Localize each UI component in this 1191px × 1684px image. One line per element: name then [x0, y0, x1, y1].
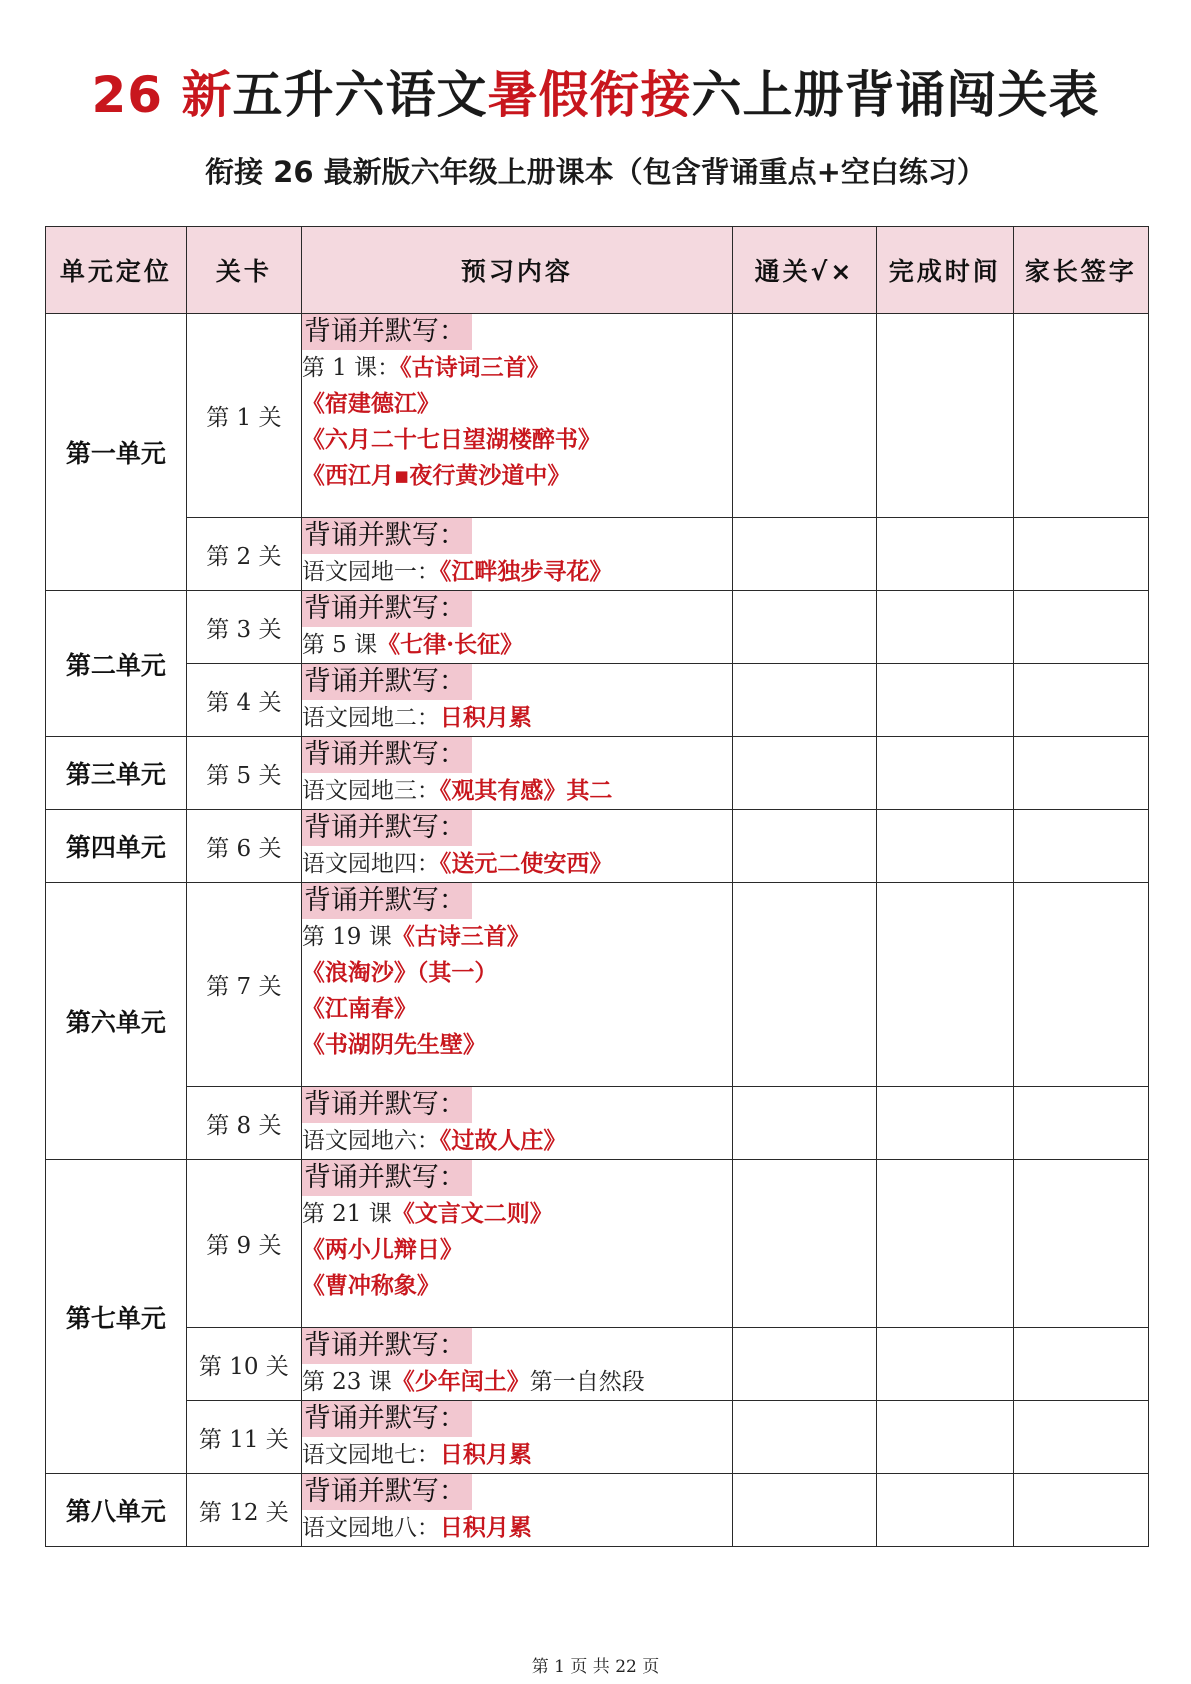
sign-cell[interactable] [1013, 1328, 1149, 1401]
table-row [46, 1160, 1149, 1328]
sign-cell[interactable] [1013, 883, 1149, 1087]
header-time: 完成时间 [876, 227, 1013, 314]
text-title: 《古诗词三首》 [400, 354, 550, 381]
table-row [46, 664, 1149, 737]
level-cell: 第 2 关 [186, 518, 301, 591]
content-cell [301, 810, 732, 883]
pass-cell[interactable] [732, 314, 876, 518]
table-row [46, 1328, 1149, 1401]
time-cell[interactable] [876, 1087, 1013, 1160]
table-row [46, 518, 1149, 591]
sign-cell[interactable] [1013, 1160, 1149, 1328]
content-line [302, 991, 732, 1027]
content-cell [301, 1474, 732, 1547]
content-line [302, 554, 732, 590]
recite-instruction: 背诵并默写： [302, 1328, 472, 1364]
recite-instruction: 背诵并默写： [302, 314, 472, 350]
content-cell [301, 314, 732, 518]
content-cell [301, 1087, 732, 1160]
title-part-year: 26 新 [91, 66, 233, 124]
content-line [302, 1232, 732, 1268]
text-title: 日积月累 [439, 704, 532, 731]
lesson-ref: 第 5 课 [301, 632, 378, 658]
pass-cell[interactable] [732, 1160, 876, 1328]
text-title: 《过故人庄》 [439, 1127, 567, 1154]
sign-cell[interactable] [1013, 737, 1149, 810]
pass-cell[interactable] [732, 1328, 876, 1401]
level-cell: 第 12 关 [186, 1474, 301, 1547]
title-part-table: 六上册背诵闯关表 [691, 66, 1100, 124]
lesson-ref: 语文园地七： [301, 1442, 440, 1468]
content-line [302, 1123, 732, 1159]
unit-cell: 第六单元 [46, 883, 187, 1160]
header-unit: 单元定位 [46, 227, 187, 314]
recite-instruction: 背诵并默写： [302, 883, 472, 919]
recite-instruction: 背诵并默写： [302, 810, 472, 846]
time-cell[interactable] [876, 737, 1013, 810]
title-part-summer: 暑假衔接 [487, 66, 692, 124]
content-line [302, 1437, 732, 1473]
content-cell [301, 1160, 732, 1328]
time-cell[interactable] [876, 883, 1013, 1087]
unit-cell: 第一单元 [46, 314, 187, 591]
table-row [46, 883, 1149, 1087]
lesson-ref: 第 21 课 [301, 1201, 392, 1227]
content-line [302, 1027, 732, 1063]
pass-cell[interactable] [732, 591, 876, 664]
content-cell [301, 1328, 732, 1401]
text-title: 《文言文二则》 [391, 1200, 553, 1227]
time-cell[interactable] [876, 1160, 1013, 1328]
recite-instruction: 背诵并默写： [302, 591, 472, 627]
text-title: 日积月累 [439, 1514, 532, 1541]
content-line [302, 458, 732, 494]
text-title: 《西江月▪夜行黄沙道中》 [301, 462, 571, 489]
page-footer: 第 1 页 共 22 页 [531, 1657, 660, 1677]
table-row [46, 591, 1149, 664]
content-cell [301, 1401, 732, 1474]
recite-instruction: 背诵并默写： [302, 518, 472, 554]
time-cell[interactable] [876, 518, 1013, 591]
table-body [46, 314, 1149, 1547]
sign-cell[interactable] [1013, 664, 1149, 737]
pass-cell[interactable] [732, 664, 876, 737]
content-line [302, 1268, 732, 1304]
sign-cell[interactable] [1013, 1401, 1149, 1474]
pass-cell[interactable] [732, 518, 876, 591]
lesson-ref: 第 1 课： [301, 355, 401, 381]
level-cell: 第 10 关 [186, 1328, 301, 1401]
lesson-ref: 语文园地四： [301, 851, 440, 877]
sign-cell[interactable] [1013, 1474, 1149, 1547]
sign-cell[interactable] [1013, 1087, 1149, 1160]
recite-instruction: 背诵并默写： [302, 664, 472, 700]
text-title: 《两小儿辩日》 [301, 1236, 463, 1263]
content-line [302, 1196, 732, 1232]
level-cell: 第 5 关 [186, 737, 301, 810]
header-pass: 通关√× [732, 227, 876, 314]
recite-instruction: 背诵并默写： [302, 1401, 472, 1437]
sign-cell[interactable] [1013, 810, 1149, 883]
table-row [46, 810, 1149, 883]
content-cell [301, 518, 732, 591]
table-row [46, 1087, 1149, 1160]
recitation-table [45, 226, 1149, 1547]
time-cell[interactable] [876, 810, 1013, 883]
unit-cell: 第七单元 [46, 1160, 187, 1474]
content-line [302, 773, 732, 809]
lesson-ref: 语文园地二： [301, 705, 440, 731]
level-cell: 第 3 关 [186, 591, 301, 664]
level-cell: 第 9 关 [186, 1160, 301, 1328]
lesson-ref: 第 23 课 [301, 1369, 392, 1395]
content-line [302, 919, 732, 955]
pass-cell[interactable] [732, 1401, 876, 1474]
lesson-ref: 语文园地六： [301, 1128, 440, 1154]
unit-cell: 第三单元 [46, 737, 187, 810]
level-cell: 第 4 关 [186, 664, 301, 737]
unit-cell: 第八单元 [46, 1474, 187, 1547]
time-cell[interactable] [876, 1474, 1013, 1547]
content-line [302, 1510, 732, 1546]
level-cell: 第 1 关 [186, 314, 301, 518]
time-cell[interactable] [876, 664, 1013, 737]
unit-cell: 第二单元 [46, 591, 187, 737]
recite-instruction: 背诵并默写： [302, 1087, 472, 1123]
content-cell [301, 591, 732, 664]
sign-cell[interactable] [1013, 314, 1149, 518]
header-content: 预习内容 [301, 227, 732, 314]
level-cell: 第 11 关 [186, 1401, 301, 1474]
text-title: 《曹冲称象》 [301, 1272, 440, 1299]
text-title: 《少年闰土》 [391, 1368, 530, 1395]
lesson-ref: 语文园地八： [301, 1515, 440, 1541]
level-cell: 第 8 关 [186, 1087, 301, 1160]
recite-instruction: 背诵并默写： [302, 1474, 472, 1510]
text-title: 《送元二使安西》 [439, 850, 613, 877]
text-title: 《浪淘沙》（其一） [301, 959, 498, 986]
time-cell[interactable] [876, 591, 1013, 664]
text-title: 《六月二十七日望湖楼醉书》 [301, 426, 601, 453]
table-row [46, 737, 1149, 810]
text-title: 《江南春》 [301, 995, 417, 1022]
pass-cell[interactable] [732, 883, 876, 1087]
pass-cell[interactable] [732, 737, 876, 810]
page-title [0, 66, 1191, 124]
lesson-ref: 语文园地一： [301, 559, 440, 585]
level-cell: 第 6 关 [186, 810, 301, 883]
content-line [302, 955, 732, 991]
text-title: 《书湖阴先生壁》 [301, 1031, 486, 1058]
text-title: 《古诗三首》 [391, 923, 530, 950]
content-line [302, 627, 732, 663]
unit-cell: 第四单元 [46, 810, 187, 883]
content-cell [301, 737, 732, 810]
header-level: 关卡 [186, 227, 301, 314]
time-cell[interactable] [876, 1401, 1013, 1474]
text-title: 《宿建德江》 [301, 390, 440, 417]
content-cell [301, 883, 732, 1087]
lesson-ref: 第 19 课 [301, 924, 392, 950]
pass-cell[interactable] [732, 1087, 876, 1160]
text-title: 日积月累 [439, 1441, 532, 1468]
content-line [302, 386, 732, 422]
table-row [46, 1474, 1149, 1547]
text-title: 《七律·长征》 [377, 631, 524, 658]
level-cell: 第 7 关 [186, 883, 301, 1087]
content-line [302, 422, 732, 458]
recite-instruction: 背诵并默写： [302, 737, 472, 773]
header-row [46, 227, 1149, 314]
time-cell[interactable] [876, 314, 1013, 518]
lesson-ref: 语文园地三： [301, 778, 440, 804]
sign-cell[interactable] [1013, 518, 1149, 591]
content-line [302, 846, 732, 882]
sign-cell[interactable] [1013, 591, 1149, 664]
header-sign: 家长签字 [1013, 227, 1149, 314]
recite-instruction: 背诵并默写： [302, 1160, 472, 1196]
text-title: 《观其有感》其二 [439, 777, 613, 804]
text-note: 第一自然段 [529, 1369, 645, 1395]
content-cell [301, 664, 732, 737]
pass-cell[interactable] [732, 810, 876, 883]
text-title: 《江畔独步寻花》 [439, 558, 613, 585]
table-row [46, 314, 1149, 518]
title-part-grade: 五升六语文 [232, 66, 488, 124]
content-line [302, 700, 732, 736]
time-cell[interactable] [876, 1328, 1013, 1401]
pass-cell[interactable] [732, 1474, 876, 1547]
content-line [302, 1364, 732, 1400]
page-subtitle: 衔接 26 最新版六年级上册课本（包含背诵重点+空白练习） [205, 155, 986, 189]
table-row [46, 1401, 1149, 1474]
content-line [302, 350, 732, 386]
